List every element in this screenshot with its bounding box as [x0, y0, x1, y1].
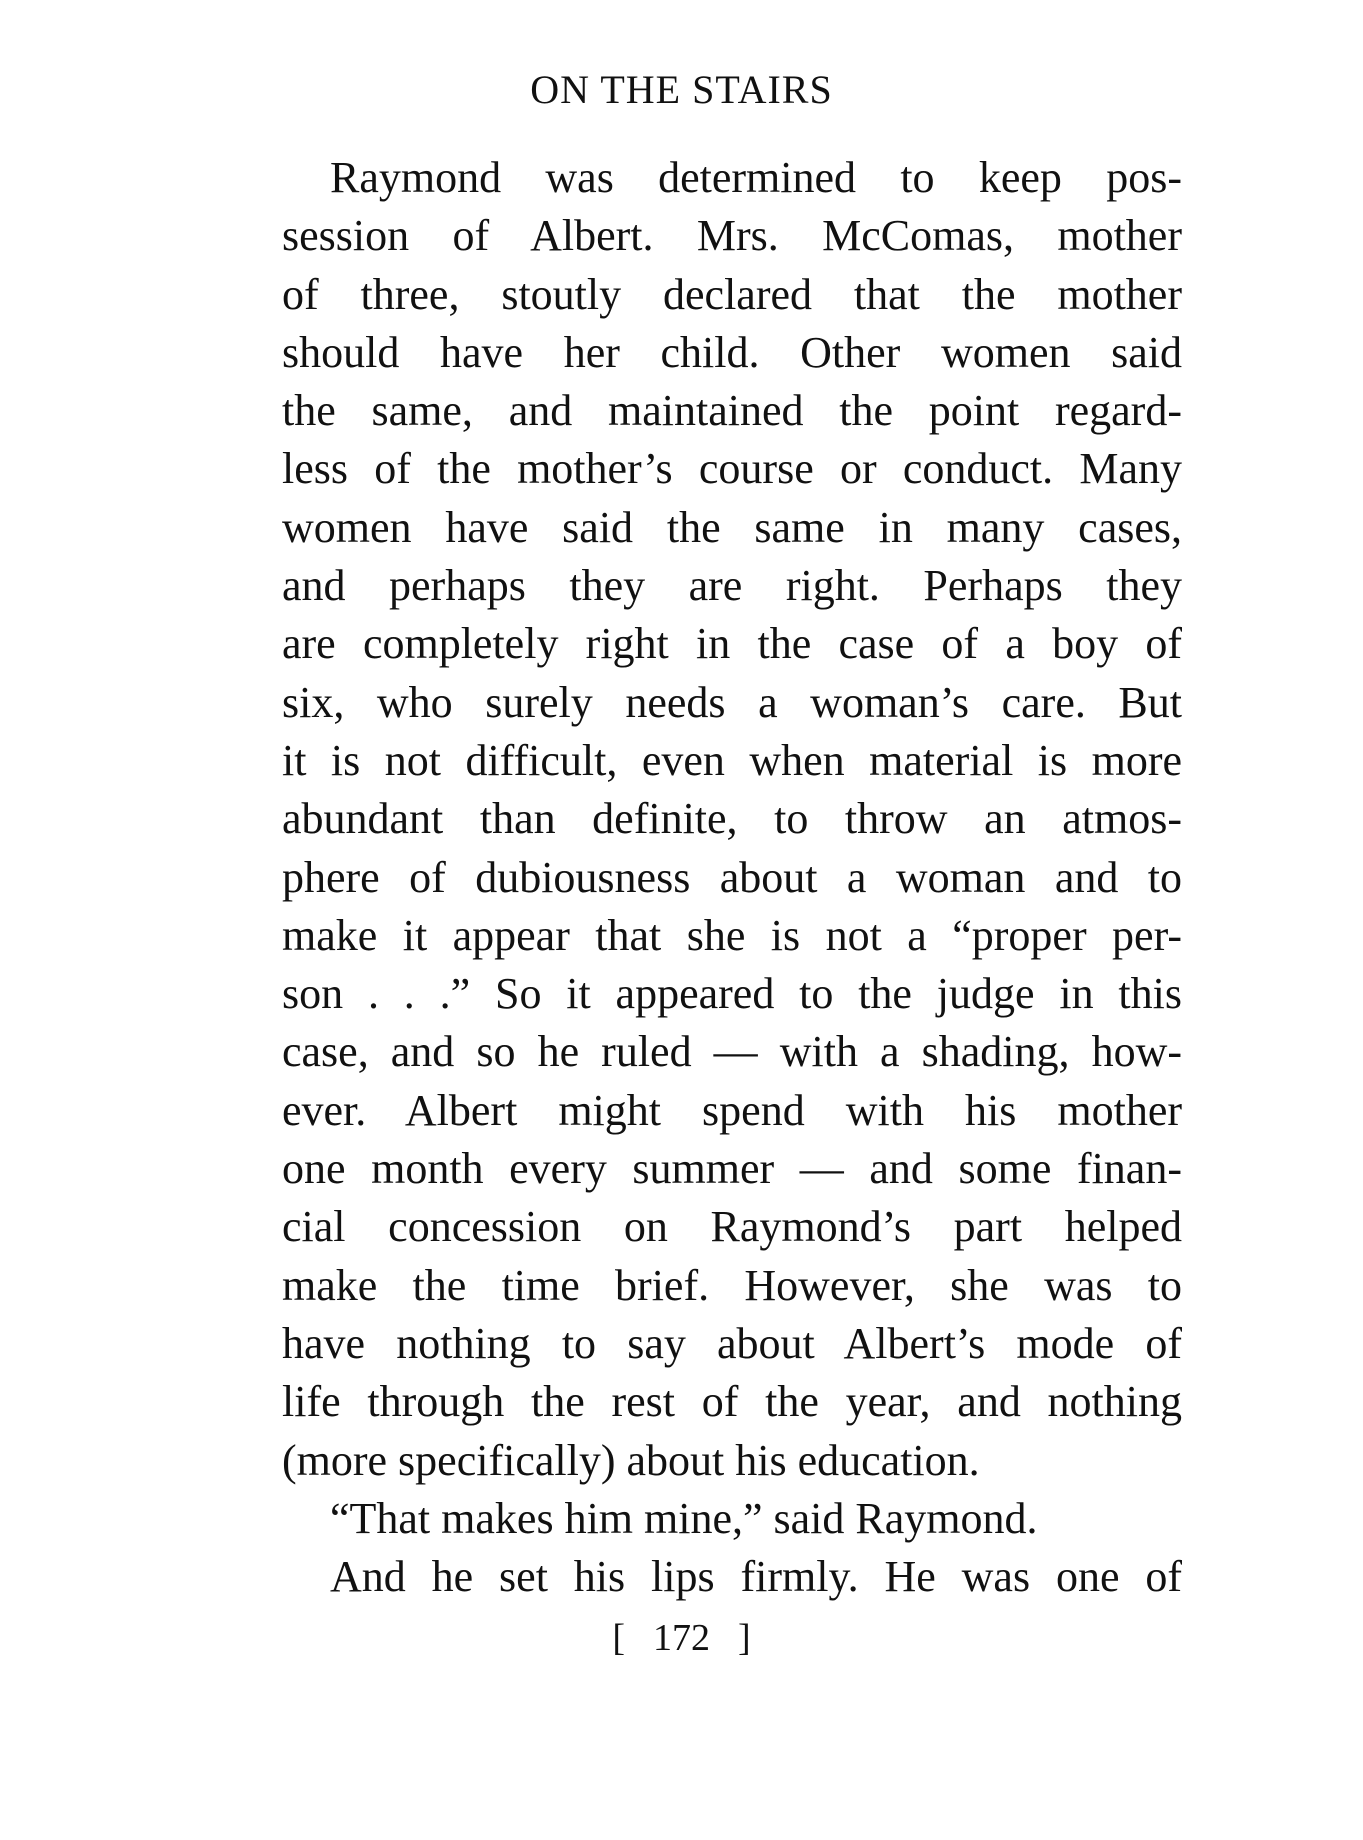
- text-line: make the time brief. However, she was to: [282, 1260, 1182, 1310]
- text-line: women have said the same in many cases,: [282, 502, 1182, 552]
- text-line: should have her child. Other women said: [282, 327, 1182, 377]
- text-line: (more specifically) about his education.: [282, 1435, 980, 1485]
- text-line: cial concession on Raymond’s part helped: [282, 1202, 1182, 1252]
- text-line: case, and so he ruled — with a shading, how-: [282, 1027, 1182, 1077]
- page-number-value: 172: [653, 1617, 710, 1659]
- text-line: abundant than definite, to throw an atmos-: [282, 794, 1182, 844]
- text-line: one month every summer — and some finan-: [282, 1144, 1182, 1194]
- page-number-open-bracket: [: [612, 1617, 625, 1659]
- text-line: less of the mother’s course or conduct. Many: [282, 444, 1182, 494]
- text-line: six, who surely needs a woman’s care. But: [282, 677, 1182, 727]
- text-line: Raymond was determined to keep pos-: [330, 153, 1182, 202]
- text-line: life through the rest of the year, and nothing: [282, 1377, 1182, 1427]
- text-line: of three, stoutly declared that the mother: [282, 269, 1182, 319]
- running-head: ON THE STAIRS: [530, 67, 833, 112]
- text-line: session of Albert. Mrs. McComas, mother: [282, 211, 1182, 261]
- page-number: [0, 1612, 1363, 1664]
- text-line: son . . .” So it appeared to the judge in this: [282, 969, 1182, 1019]
- text-line: make it appear that she is not a “proper per-: [282, 910, 1182, 960]
- text-line: have nothing to say about Albert’s mode of: [282, 1318, 1182, 1368]
- text-line: and perhaps they are right. Perhaps they: [282, 561, 1182, 611]
- text-line: ever. Albert might spend with his mother: [282, 1085, 1182, 1135]
- dialogue-line: “That makes him mine,” said Raymond.: [330, 1493, 1038, 1543]
- text-line: are completely right in the case of a boy of: [282, 619, 1182, 669]
- body-text: [282, 149, 1182, 1606]
- text-line: the same, and maintained the point regard-: [282, 386, 1182, 436]
- text-line: And he set his lips firmly. He was one of: [330, 1552, 1182, 1602]
- text-line: phere of dubiousness about a woman and to: [282, 852, 1182, 902]
- text-line: it is not difficult, even when material is more: [282, 735, 1182, 785]
- page-number-close-bracket: ]: [738, 1617, 751, 1659]
